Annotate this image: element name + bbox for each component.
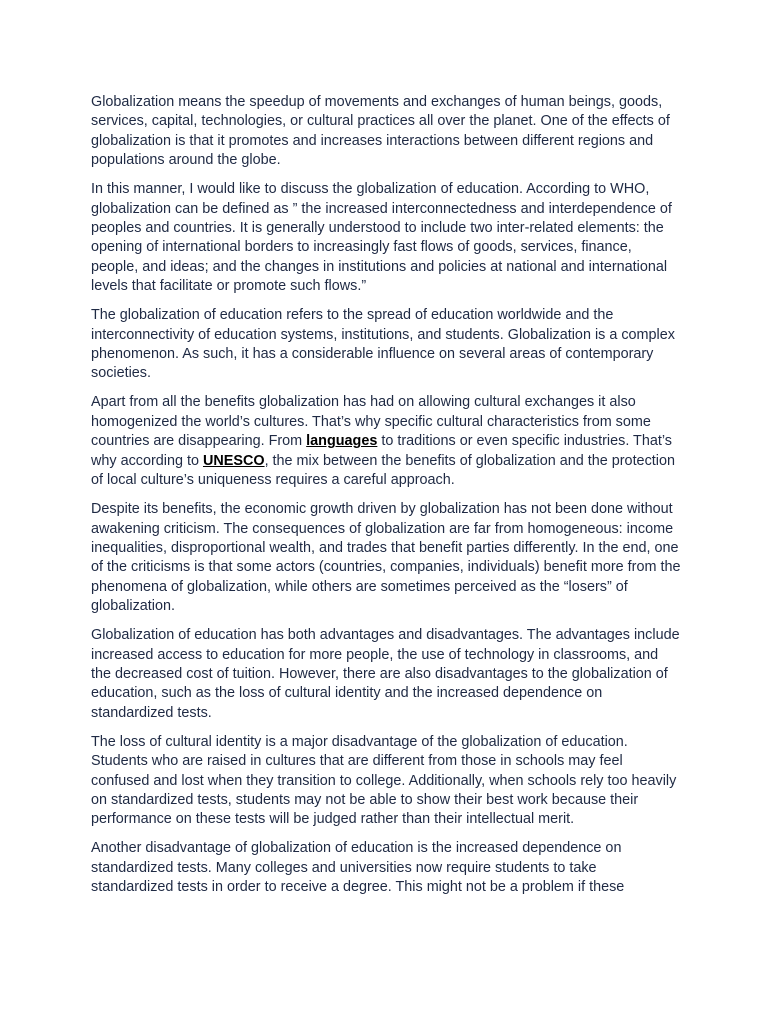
paragraph (91, 733, 681, 830)
paragraph-text: Globalization of education has both advantages and disadvantages. The advantages include increased access to education for more people, the use of technology in classrooms, and the decreased cost of tuition. However, there are also disadvantages to the globalization of education, such as the loss of cultural identity and the increased dependence on standardized tests. (91, 627, 680, 721)
paragraph-text: , the mix between the benefits of globalization and the protection of local culture’s uniqueness requires a careful approach. (91, 452, 675, 489)
paragraph (91, 93, 681, 171)
paragraph-text: The loss of cultural identity is a major disadvantage of the globalization of education. Students who are raised in cultures that are different from those in schools may feel confused and lost when they transition to college. Additionally, when schools rely too heavily on standardized tests, students may not be able to show their best work because their performance on these tests will be judged rather than their intellectual merit. (91, 733, 677, 828)
paragraph-text: Despite its benefits, the economic growth driven by globalization has not been done without awakening criticism. The consequences of globalization are far from homogeneous: income inequalities, disproportional wealth, and trades that benefit parties differently. In the end, one of the criticisms is that some actors (countries, companies, individuals) benefit more from the phenomena of globalization, while others are sometimes perceived as the “losers” of globalization. (91, 501, 681, 615)
paragraph (91, 839, 681, 897)
paragraph (91, 306, 681, 384)
paragraph-text: Apart from all the benefits globalization has had on allowing cultural exchanges it also homogenized the world’s cultures. That’s why specific cultural characteristics from some countries are disappearing. From (91, 394, 651, 450)
paragraph (91, 500, 681, 616)
paragraph-text: In this manner, I would like to discuss the globalization of education. According to WHO, globalization can be defined as ” the increased interconnectedness and interdependence of peoples and countries. It is generally understood to include two inter-related elements: the opening of international borders to increasingly fast flows of goods, services, finance, people, and ideas; and the changes in institutions and policies at national and international levels that facilitate or promote such flows.” (91, 181, 672, 295)
paragraph-text: Another disadvantage of globalization of education is the increased dependence on standardized tests. Many colleges and universities now require students to take standardized tests in order to receive a degree. This might not be a problem if these (91, 840, 625, 896)
paragraph-text: The globalization of education refers to the spread of education worldwide and the interconnectivity of education systems, institutions, and students. Globalization is a complex phenomenon. As such, it has a considerable influence on several areas of contemporary societies. (91, 307, 675, 382)
inline-link-unesco[interactable]: UNESCO (202, 452, 265, 469)
paragraph (91, 180, 681, 296)
inline-link-languages[interactable]: languages (306, 433, 378, 450)
paragraph (91, 393, 681, 490)
paragraph (91, 626, 681, 723)
document-body (91, 93, 681, 907)
paragraph-text: Globalization means the speedup of movements and exchanges of human beings, goods, services, capital, technologies, or cultural practices all over the planet. One of the effects of globalization is that it promotes and increases interactions between different regions and populations around the globe. (91, 94, 670, 169)
paragraph-text: to traditions or even specific industries. That’s why according to (91, 433, 672, 469)
